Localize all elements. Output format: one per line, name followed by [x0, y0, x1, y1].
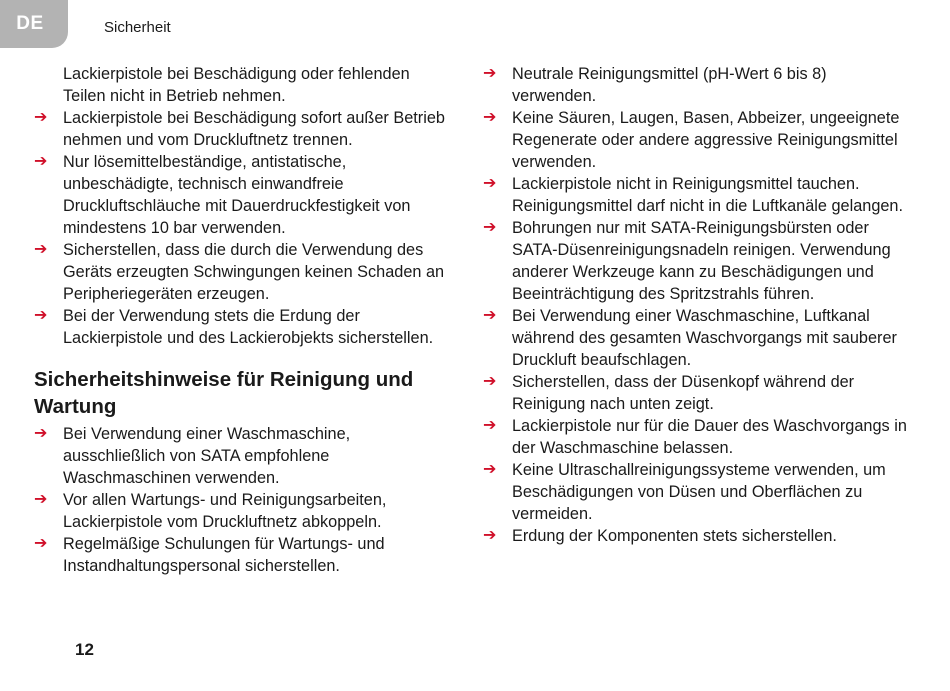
section-heading: Sicherheitshinweise für Reinigung und Wartung — [34, 368, 414, 418]
list-item-text: Nur lösemittelbeständige, antistatische, unbeschädigte, technisch einwandfreie Druckluftschläuche mit Dauerdruckfestigkeit von mindestens 10 bar verwenden. — [63, 153, 411, 237]
list-item — [483, 305, 908, 371]
list-item — [34, 239, 454, 305]
page-number: 12 — [75, 640, 94, 659]
list-item-text: Bei der Verwendung stets die Erdung der Lackierpistole und des Lackierobjekts sicherstellen. — [63, 307, 434, 347]
arrow-right-icon: ➔ — [34, 307, 48, 324]
language-badge: DE — [0, 0, 68, 48]
list-item-text: Sicherstellen, dass der Düsenkopf während der Reinigung nach unten zeigt. — [512, 373, 855, 413]
list-item — [34, 151, 454, 239]
list-item — [483, 173, 908, 217]
section-title: Sicherheit — [104, 19, 171, 36]
arrow-right-icon: ➔ — [34, 109, 48, 126]
list-item-text: Lackierpistole nicht in Reinigungsmittel tauchen. Reinigungsmittel darf nicht in die Luftkanäle gelangen. — [512, 175, 904, 215]
list-item-text: Bohrungen nur mit SATA-Reinigungsbürsten oder SATA-Düsenreinigungsnadeln reinigen. Verwendung anderer Werkzeuge kann zu Beschädigungen und Beeinträchtigung des Spritzstrahls führen. — [512, 219, 891, 303]
list-item — [483, 415, 908, 459]
list-item — [483, 525, 908, 547]
list-item-text: Keine Ultraschallreinigungssysteme verwenden, um Beschädigungen von Düsen und Oberflächen zu vermeiden. — [512, 461, 886, 523]
list-item — [483, 107, 908, 173]
arrow-right-icon: ➔ — [483, 109, 497, 126]
arrow-right-icon: ➔ — [483, 307, 497, 324]
list-item — [34, 533, 454, 577]
list-item-text: Erdung der Komponenten stets sicherstellen. — [512, 527, 837, 545]
arrow-right-icon: ➔ — [483, 65, 497, 82]
arrow-right-icon: ➔ — [34, 153, 48, 170]
right-column — [483, 63, 908, 547]
list-item — [483, 63, 908, 107]
arrow-right-icon: ➔ — [483, 461, 497, 478]
list-item-text: Bei Verwendung einer Waschmaschine, ausschließlich von SATA empfohlene Waschmaschinen verwenden. — [63, 425, 351, 487]
list-item — [34, 107, 454, 151]
list-item-text: Lackierpistole bei Beschädigung sofort außer Betrieb nehmen und vom Druckluftnetz trennen. — [63, 109, 445, 149]
list-item-text: Sicherstellen, dass die durch die Verwendung des Geräts erzeugten Schwingungen keinen Schaden an Peripheriegeräten erzeugen. — [63, 241, 445, 303]
arrow-right-icon: ➔ — [34, 535, 48, 552]
list-item-text: Regelmäßige Schulungen für Wartungs- und Instandhaltungspersonal sicherstellen. — [63, 535, 385, 575]
list-item — [34, 423, 454, 489]
list-item-text: Bei Verwendung einer Waschmaschine, Luftkanal während des gesamten Waschvorgangs mit sauberer Druckluft beaufschlagen. — [512, 307, 897, 369]
list-item-text: Lackierpistole nur für die Dauer des Waschvorgangs in der Waschmaschine belassen. — [512, 417, 907, 457]
arrow-right-icon: ➔ — [483, 373, 497, 390]
list-item-continuation: Lackierpistole bei Beschädigung oder fehlenden Teilen nicht in Betrieb nehmen. — [63, 65, 410, 105]
arrow-right-icon: ➔ — [483, 417, 497, 434]
arrow-right-icon: ➔ — [34, 491, 48, 508]
arrow-right-icon: ➔ — [483, 527, 497, 544]
arrow-right-icon: ➔ — [483, 219, 497, 236]
list-item-text: Keine Säuren, Laugen, Basen, Abbeizer, ungeeignete Regenerate oder andere aggressive Reinigungsmittel verwenden. — [512, 109, 900, 171]
arrow-right-icon: ➔ — [34, 425, 48, 442]
list-item — [34, 305, 454, 349]
arrow-right-icon: ➔ — [483, 175, 497, 192]
list-item — [483, 459, 908, 525]
left-column — [34, 63, 454, 577]
list-item — [483, 217, 908, 305]
arrow-right-icon: ➔ — [34, 241, 48, 258]
list-item — [483, 371, 908, 415]
list-item-text: Neutrale Reinigungsmittel (pH-Wert 6 bis 8) verwenden. — [512, 65, 827, 105]
list-item — [34, 489, 454, 533]
list-item-text: Vor allen Wartungs- und Reinigungsarbeiten, Lackierpistole vom Druckluftnetz abkoppeln. — [63, 491, 387, 531]
